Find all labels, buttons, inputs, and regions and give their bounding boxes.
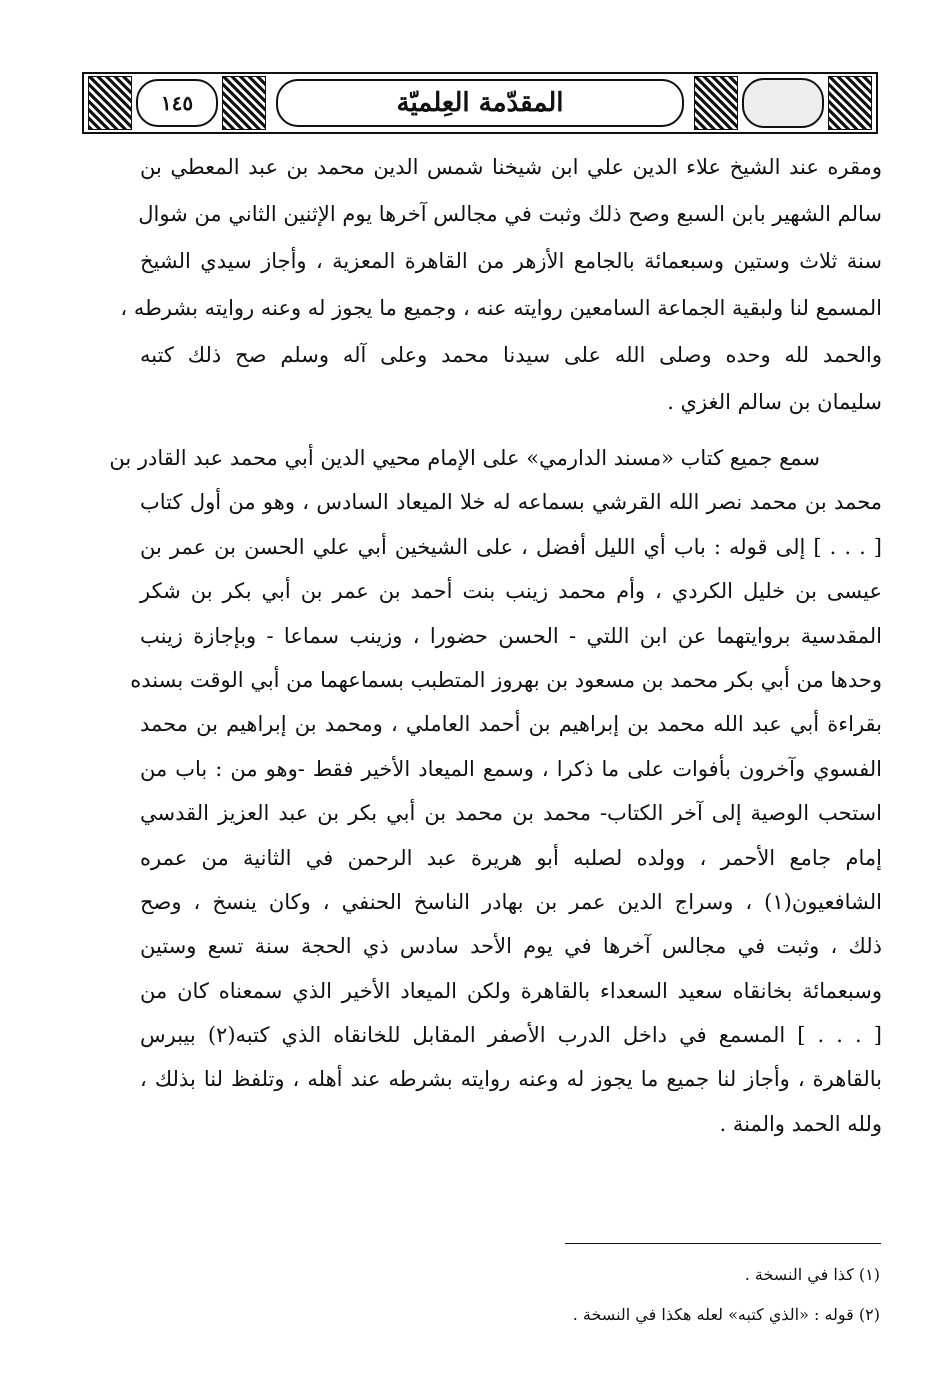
paragraph-1 — [120, 144, 883, 426]
footnote-separator — [565, 1243, 881, 1244]
text-line: ذلك ، وثبت في مجالس آخرها في يوم الأحد سادس ذي الحجة سنة تسع وستين — [140, 934, 882, 959]
ornament — [222, 76, 266, 130]
book-logo — [742, 78, 824, 128]
footnote-1: (١) كذا في النسخة . — [744, 1265, 880, 1284]
text-line: الفسوي وآخرون بأفوات على ما ذكرا ، وسمع الميعاد الأخير فقط -وهو من : باب من — [140, 756, 882, 781]
text-line: سليمان بن سالم الغزي . — [667, 390, 882, 414]
text-line: وحدها من أبي بكر محمد بن مسعود بن بهروز المتطبب بسماعهما من أبي الوقت بسنده — [130, 667, 882, 692]
text-line: ولله الحمد والمنة . — [719, 1111, 882, 1136]
paragraph-2 — [109, 436, 883, 1146]
text-line: محمد بن محمد نصر الله القرشي بسماعه له خلا الميعاد السادس ، وهو من أول كتاب — [140, 490, 882, 515]
text-line: المسمع لنا ولبقية الجماعة السامعين روايته عنه ، وجميع ما يجوز له وعنه روايته بشرطه ، — [120, 296, 882, 320]
ornament-right — [828, 76, 872, 130]
text-line: [ . . . ] المسمع في داخل الدرب الأصفر المقابل للخانقاه الذي كتبه(٢) بيبرس — [140, 1023, 883, 1048]
text-line: بالقاهرة ، وأجاز لنا جميع ما يجوز له وعنه روايته بشرطه عند أهله ، وتلفظ لنا بذلك ، — [140, 1067, 882, 1092]
footnote-2: (٢) قوله : «الذي كتبه» لعله هكذا في النسخة . — [572, 1305, 880, 1324]
text-line: [ . . . ] إلى قوله : باب أي الليل أفضل ، على الشيخين أبي علي الحسن بن عمر بن — [140, 534, 882, 559]
text-line: عيسى بن خليل الكردي ، وأم محمد زينب بنت أحمد بن عمر بن أبي بكر بن شكر — [140, 579, 882, 604]
page-number: ١٤٥ — [136, 79, 218, 127]
ornament-left — [88, 76, 132, 130]
text-line: سنة ثلاث وستين وسبعمائة بالجامع الأزهر من القاهرة المعزية ، وأجاز سيدي الشيخ — [140, 249, 882, 273]
page-title: المقدّمة العِلميّة — [276, 79, 684, 127]
page-header — [82, 72, 878, 134]
text-line: إمام جامع الأحمر ، وولده لصلبه أبو هريرة عبد الرحمن في الثانية من عمره — [140, 845, 882, 870]
text-line: سمع جميع كتاب «مسند الدارمي» على الإمام محيي الدين أبي محمد عبد القادر بن — [109, 446, 820, 470]
text-line: ومقره عند الشيخ علاء الدين علي ابن شيخنا شمس الدين محمد بن عبد المعطي بن — [140, 155, 882, 179]
text-line: استحب الوصية إلى آخر الكتاب- محمد بن محمد بن أبي بكر بن عبد العزيز القدسي — [140, 801, 882, 826]
text-line: المقدسية بروايتهما عن ابن اللتي - الحسن حضورا ، وزينب سماعا - وبإجازة زينب — [140, 623, 882, 648]
text-line: الشافعيون(١) ، وسراج الدين عمر بن بهادر الناسخ الحنفي ، وكان ينسخ ، وصح — [140, 889, 882, 914]
text-line: سالم الشهير بابن السبع وصح ذلك وثبت في مجالس آخرها يوم الإثنين الثاني من شوال — [138, 202, 882, 226]
ornament — [694, 76, 738, 130]
text-line: بقراءة أبي عبد الله محمد بن إبراهيم بن أحمد العاملي ، ومحمد بن إبراهيم بن محمد — [140, 712, 882, 737]
text-line: وسبعمائة بخانقاه سعيد السعداء بالقاهرة ولكن الميعاد الأخير الذي سمعناه كان من — [140, 978, 882, 1003]
text-line: والحمد لله وحده وصلى الله على سيدنا محمد وعلى آله وسلم صح ذلك كتبه — [140, 343, 883, 367]
